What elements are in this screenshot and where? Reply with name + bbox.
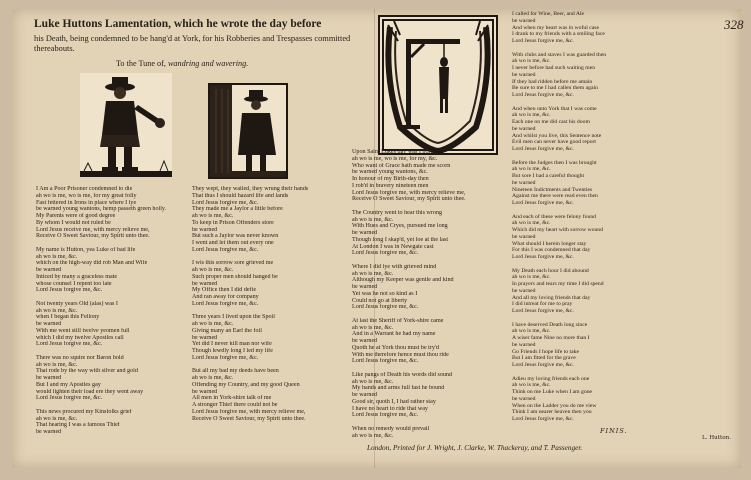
verse-line: At London I was in Newgate cast (352, 243, 434, 250)
verse-line: ah wo is me, wo is me, for my, &c. (352, 155, 438, 162)
verse-line: Before the Judges then I was brought (512, 159, 597, 166)
verse-line: Lord Jesus receive me, with mercy relieve me, (36, 226, 150, 233)
verse-line: Upon Saint Lukes day was I born (352, 149, 434, 155)
verse-line: ah wo is me, &c. (36, 361, 78, 368)
verse-line: Quoth he at York thou must be try'd (352, 344, 440, 351)
verse-line: be warned (512, 17, 536, 24)
verse-line: Yet was he not so kind as I (352, 290, 418, 297)
verse-line (352, 311, 466, 318)
verse-line: When no remedy would prevail (352, 425, 430, 432)
verse-line: My name is Hutton, yea Luke of bad life (36, 246, 136, 253)
verse-line: Lord Jesus forgive me, &c. (352, 250, 419, 257)
verse-line: be warned (352, 338, 378, 344)
verse-line: ah wo is me, &c. (352, 324, 394, 331)
verse-line: ah wo is me, &c. (352, 378, 394, 385)
verse-line: be warned (512, 341, 536, 348)
verse-line: be warned (512, 179, 536, 186)
verse-line: Lord Jesus forgive me, &c. (352, 304, 419, 311)
ballad-subtitle: his Death, being condemned to be hang'd at York, for his Robberies and Trespasses committed thereabouts. (34, 34, 351, 53)
verse-line (352, 419, 466, 426)
verse-line (36, 294, 166, 301)
verse-line: Think on me Luke when I am gone (512, 389, 593, 395)
verse-line: For this I was condemned that day (512, 247, 591, 254)
verse-line: Nineteen Indictments and Twenties (512, 186, 593, 193)
verse-line: But such a Jaylor was never known (192, 233, 279, 240)
cavalier-figure-icon (80, 73, 172, 177)
verse-line: My hands and arms full fast he bound (352, 385, 445, 392)
verse-line: Could not go at liberty (352, 297, 408, 304)
woodcut-gentleman (208, 83, 288, 179)
verse-line: If they had ridden before me amain (512, 78, 593, 85)
verse-line: I never before had such waiting men (512, 65, 596, 71)
verse-line: ah wo is me, &c. (512, 274, 551, 281)
verse-line: Lord Jesus forgive me, &c. (36, 395, 103, 402)
verse-line: To keep in Prison Offenders store (192, 219, 274, 226)
verse-line: This news procured my Kinsfolks grief (36, 408, 132, 415)
verse-line: There was no squire nor Baron bold (36, 354, 124, 361)
verse-line: Lord Jesus forgive me, &c. (192, 300, 259, 307)
verse-line: Lord Jesus forgive me, &c. (512, 362, 574, 368)
verse-line: be warned (36, 267, 62, 273)
verse-line: Yet did I never kill man nor wife (192, 341, 272, 348)
verse-line: be warned (192, 226, 218, 233)
verse-line: be warned (512, 71, 536, 78)
verse-line: be warned (512, 287, 536, 294)
verse-line: Think I am nearer heaven then you (512, 409, 592, 416)
verse-line: The Country went to hear this wrong (352, 209, 443, 216)
verse-line: be warned young wantons, &c. (352, 169, 428, 176)
verse-line: Be sure to me I had callen them again (512, 85, 598, 92)
verse-line: My Office then I did defie (192, 287, 257, 294)
verse-line: ah wo is me, &c. (512, 382, 551, 389)
verse-line: ah wo is me, &c. (192, 267, 234, 273)
verse-line: Lord Jesus forgive me, with mercy relieve me, (192, 408, 306, 415)
verse-line: My Death each hour I did abound (512, 267, 589, 274)
verse-line: Receive O Sweet Saviour, my Spirit unto thee. (352, 196, 466, 203)
verse-line: which I did my twelve Apostles call (36, 334, 124, 341)
verse-line: Lord Jesus forgive me, &c. (512, 200, 574, 206)
verse-line: And ran away for company (192, 294, 259, 300)
verse-line: be warned (192, 334, 218, 341)
gentleman-figure-icon (210, 85, 286, 177)
verse-line: be warned (192, 388, 218, 395)
verse-line: ah wo is me, &c. (512, 220, 551, 227)
verse-line: Offending my Country, and my good Queen (192, 381, 300, 388)
verse-line: be warned (192, 280, 218, 287)
verse-line: A wiser fame Nine no more than I (512, 335, 590, 341)
verse-line: be warned young wantons, hemp passeth green holly. (36, 206, 167, 213)
ballad-title: Luke Huttons Lamentation, which he wrote the day before (34, 18, 322, 30)
woodcut-cavalier (80, 73, 172, 177)
verse-line (512, 261, 606, 268)
verse-line: Lord Jesus forgive me, &c. (192, 246, 259, 253)
verse-line: Where I did lye with grieved mind (352, 263, 437, 270)
verse-line: Lord Jesus forgive me, &c. (512, 308, 574, 314)
verse-column-3 (352, 149, 466, 439)
verse-line: Who want of Grace hath made me scorn (352, 162, 451, 169)
verse-line: They wept, they wailed, they wrung their hands (192, 186, 309, 192)
verse-line: And when unto York that I was come (512, 105, 597, 112)
verse-line (36, 240, 166, 247)
verse-line: With clubs and staves I was guarded then (512, 51, 607, 58)
verse-line: Fast fettered in Irons in place where I lye (36, 199, 137, 206)
verse-line: Good sir, quoth I, I had rather stay (352, 398, 436, 405)
verse-line: A stronger Thief there could not be (192, 402, 278, 408)
verse-line: Such proper men should hanged be (192, 273, 278, 280)
verse-line: I did intreat for me to pray (512, 301, 573, 308)
verse-line: And when my heart was in woful case (512, 24, 600, 31)
verse-line: Like pangs of Death his words did sound (352, 371, 453, 378)
verse-line: Each one on me did cast his doom (512, 119, 590, 125)
verse-line: Lord Jesus forgive me, &c. (352, 358, 419, 365)
verse-line: ah wo is me, &c. (512, 112, 551, 119)
verse-line: I have deserved Death long since (512, 321, 588, 328)
verse-line: ah wo is me, &c. (352, 432, 394, 439)
verse-line (512, 207, 606, 214)
verse-line: But I am fitted for the grave (512, 355, 576, 362)
verse-line: Not twenty years Old (alas) was I (36, 300, 118, 307)
verse-line: Lord Jesus forgive me, with mercy relieve me, (352, 189, 466, 196)
verse-line: Evil men can never have good report (512, 139, 597, 146)
printer-imprint: London, Printed for J. Wright, J. Clarke, W. Thackeray, and T. Passenger. (367, 443, 583, 452)
verse-line (36, 402, 166, 409)
verse-line: With me therefore hence must thou ride (352, 351, 449, 358)
verse-line: Against me there were read even then (512, 193, 598, 200)
verse-line: I Am a Poor Prisoner condemned to die (36, 186, 133, 192)
gallows-icon (380, 17, 496, 153)
verse-line: They made me a Jaylor a little before (192, 206, 283, 213)
verse-line: Lord Jesus forgive me, &c. (512, 254, 574, 260)
verse-line: Lord Jesus forgive me, &c. (36, 341, 103, 348)
verse-line (512, 153, 606, 160)
verse-line: All men in York-shire talk of me (192, 395, 272, 402)
verse-line: My Parents were of good degree (36, 213, 116, 219)
verse-line: ah wo is me, &c. (512, 58, 551, 65)
verse-line: With me went still twelve yeomen full (36, 327, 130, 334)
verse-line (192, 254, 308, 261)
verse-line: ah wo is me, &c. (36, 415, 78, 422)
verse-line: Receive O Sweet Saviour, my Spirit unto thee. (36, 233, 150, 240)
verse-line: At last the Sheriff of York-shire came (352, 317, 444, 324)
verse-line: That rode by the way with silver and gold (36, 368, 138, 375)
verse-line: Lord Jesus forgive me, &c. (512, 416, 574, 422)
verse-line: Three years I lived upon the Spoil (192, 314, 275, 321)
verse-line: Lord Jesus forgive me, &c. (512, 92, 574, 98)
verse-line: Which did my heart with sorrow wound (512, 227, 603, 233)
verse-line: ah wo is me, &c. (36, 253, 78, 260)
verse-line: be warned (512, 233, 536, 240)
verse-line: I rob'd in bravery nineteen men (352, 182, 429, 189)
verse-line: Lord Jesus forgive me, &c. (352, 412, 419, 419)
verse-line: That hearing I was a famous Thief (36, 422, 120, 429)
verse-line: That thus I should hazard life and lands (192, 192, 289, 199)
verse-line: And all my loving friends that day (512, 294, 591, 301)
verse-line: Receive O Sweet Saviour, my Spirit unto thee. (192, 415, 306, 422)
verse-line: I drank to my friends with a smiling face (512, 31, 605, 38)
verse-line: But I and my Apostles gay (36, 381, 101, 388)
verse-line: would lighten their load ere they went away (36, 388, 144, 395)
verse-line: when I began this Fellony (36, 314, 100, 321)
verse-line (512, 99, 606, 106)
verse-line: Though lewdly long I led my life (192, 348, 273, 354)
verse-line: And each of these were felony found (512, 213, 597, 220)
verse-line: In honour of my Birth-day then (352, 176, 429, 182)
verse-line (512, 45, 606, 52)
verse-line: be warned (512, 395, 536, 402)
verse-line: What should I herein longer stay (512, 240, 587, 247)
verse-line (352, 203, 466, 210)
verse-line: Giving many an Earl the foil (192, 327, 262, 334)
verse-line: Lord Jesus forgive me, &c. (36, 287, 103, 294)
verse-line (512, 315, 606, 322)
verse-line (192, 308, 308, 315)
verse-line: Lord Jesus forgive me, &c. (192, 354, 259, 361)
verse-line: Lord Jesus forgive me, &c. (512, 146, 574, 152)
verse-line (36, 348, 166, 355)
verse-line: I wis this sorrow sore grieved me (192, 260, 274, 267)
verse-line: Inticed by many a graceless mate (36, 273, 118, 280)
verse-line: be warned (352, 230, 378, 236)
verse-line: ah wo is me, &c. (192, 321, 234, 327)
page-number: 328 (724, 17, 744, 32)
woodcut-gallows (378, 15, 498, 155)
verse-line: Lord Jesus forgive me, &c. (192, 199, 259, 206)
verse-line: When on the Ladder you do me view (512, 402, 597, 409)
tune-prefix: To the Tune of, (116, 59, 166, 68)
tune-line (116, 59, 356, 68)
broadside-sheet (12, 9, 744, 468)
verse-line: be warned (352, 392, 378, 398)
verse-line: ah wo is me, &c. (36, 307, 78, 314)
verse-line: be warned (36, 321, 62, 327)
verse-line: With Hues and Cryes, pursued me long (352, 223, 448, 230)
author-signature: L. Hutton. (702, 435, 731, 441)
verse-column-4 (512, 11, 606, 423)
verse-line: ah wo is me, &c. (352, 270, 394, 277)
verse-line: Lord Jesus forgive me, &c. (512, 38, 574, 44)
verse-line: ah wo is me, &c. (192, 375, 234, 381)
verse-line: I have no heart to ride that way (352, 405, 428, 412)
verse-line: By whom I would not ruled be (36, 219, 111, 226)
verse-line: And in a Warrant he had my name (352, 331, 436, 338)
verse-line: Go Friends I hope life to take (512, 348, 579, 355)
verse-line: ah wo is me, &c. (192, 213, 234, 219)
verse-line: In prayers and tears my time I did spend (512, 281, 604, 287)
verse-line: Though long I skap'd, yet loe at the last (352, 236, 449, 243)
verse-line: ah wo is me, &c. (512, 166, 551, 173)
verse-line (352, 365, 466, 372)
verse-line (512, 369, 606, 376)
verse-line: And whilst you live, this Sentence note (512, 132, 602, 139)
verse-column-1 (36, 186, 166, 436)
verse-line: be warned (352, 284, 378, 290)
verse-line: But sore I had a careful thought (512, 173, 585, 179)
verse-line: which on the high-way did rob Man and Wife (36, 260, 148, 267)
verse-line: ah wo is me, wo is me, for my great folly (36, 192, 137, 199)
verse-line: be warned (36, 429, 62, 435)
verse-line: whose counsel I repent too late (36, 280, 112, 287)
verse-line (192, 362, 308, 369)
verse-line (352, 257, 466, 264)
verse-line: Although my Keeper was gentle and kind (352, 277, 454, 284)
verse-line: Adieu my loving friends each one (512, 375, 590, 382)
verse-line: be warned (36, 375, 62, 381)
verse-line: ah wo is me, &c. (352, 216, 394, 223)
verse-column-2 (192, 186, 308, 422)
verse-line: I called for Wine, Beer, and Ale (512, 11, 585, 17)
verse-line: be warned (512, 125, 536, 132)
tune-name: wandring and wavering. (167, 59, 249, 68)
verse-line: ah wo is me, &c. (512, 328, 551, 335)
finis-mark: FINIS. (600, 427, 628, 435)
verse-line: But all my bad my deeds have been (192, 368, 279, 375)
verse-line: I went and let them out every one (192, 240, 274, 246)
